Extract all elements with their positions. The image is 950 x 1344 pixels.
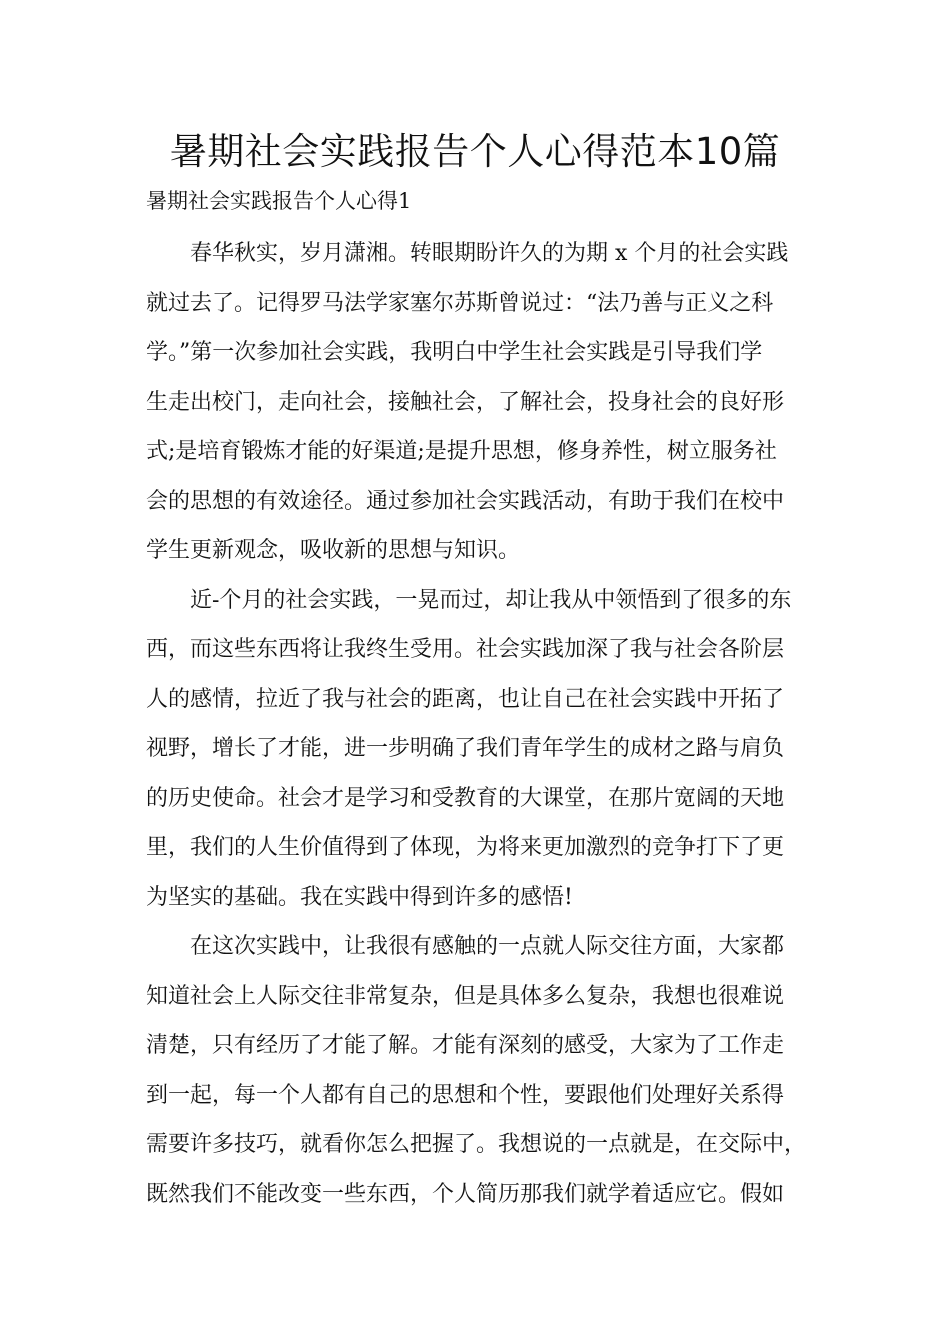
- text-line: 近-个月的社会实践，一晃而过，却让我从中领悟到了很多的东: [190, 587, 792, 613]
- text-line: 既然我们不能改变一些东西，个人简历那我们就学着适应它。假如: [146, 1181, 785, 1207]
- text-line: 式;是培育锻炼才能的好渠道;是提升思想，修身养性，树立服务社: [146, 439, 777, 464]
- text-line: 的历史使命。社会才是学习和受教育的大课堂，在那片宽阔的天地: [146, 785, 785, 811]
- paragraph: [146, 576, 816, 923]
- text-line: 生走出校门，走向社会，接触社会，了解社会，投身社会的良好形: [146, 389, 785, 415]
- text-line: 在这次实践中，让我很有感触的一点就人际交往方面，大家都: [190, 934, 785, 959]
- text-line: 里，我们的人生价值得到了体现，为将来更加激烈的竞争打下了更: [146, 835, 785, 860]
- text-line: 会的思想的有效途径。通过参加社会实践活动，有助于我们在校中: [146, 488, 785, 514]
- text-line: 春华秋实，岁月潇湘。转眼期盼许久的为期 x 个月的社会实践: [190, 241, 789, 266]
- text-line: 学生更新观念，吸收新的思想与知识。: [146, 538, 521, 563]
- text-line: 学。”第一次参加社会实践，我明白中学生社会实践是引导我们学: [146, 340, 763, 365]
- document-body: [146, 229, 816, 1219]
- text-line: 人的感情，拉近了我与社会的距离，也让自己在社会实践中开拓了: [146, 686, 785, 712]
- section-heading: 暑期社会实践报告个人心得1: [146, 189, 412, 213]
- text-line: 就过去了。记得罗马法学家塞尔苏斯曾说过：“法乃善与正义之科: [146, 290, 774, 316]
- paragraph: [146, 922, 816, 1219]
- text-line: 知道社会上人际交往非常复杂，但是具体多么复杂，我想也很难说: [146, 983, 785, 1009]
- text-line: 需要许多技巧，就看你怎么把握了。我想说的一点就是，在交际中，: [146, 1132, 807, 1157]
- text-line: 为坚实的基础。我在实践中得到许多的感悟!: [146, 884, 573, 910]
- paragraph: [146, 229, 816, 576]
- text-line: 西，而这些东西将让我终生受用。社会实践加深了我与社会各阶层: [146, 637, 785, 662]
- text-line: 到一起，每一个人都有自己的思想和个性，要跟他们处理好关系得: [146, 1082, 785, 1108]
- document-title: 暑期社会实践报告个人心得范本10篇: [169, 130, 781, 173]
- text-line: 清楚，只有经历了才能了解。才能有深刻的感受，大家为了工作走: [146, 1033, 785, 1058]
- text-line: 视野，增长了才能，进一步明确了我们青年学生的成材之路与肩负: [146, 736, 785, 761]
